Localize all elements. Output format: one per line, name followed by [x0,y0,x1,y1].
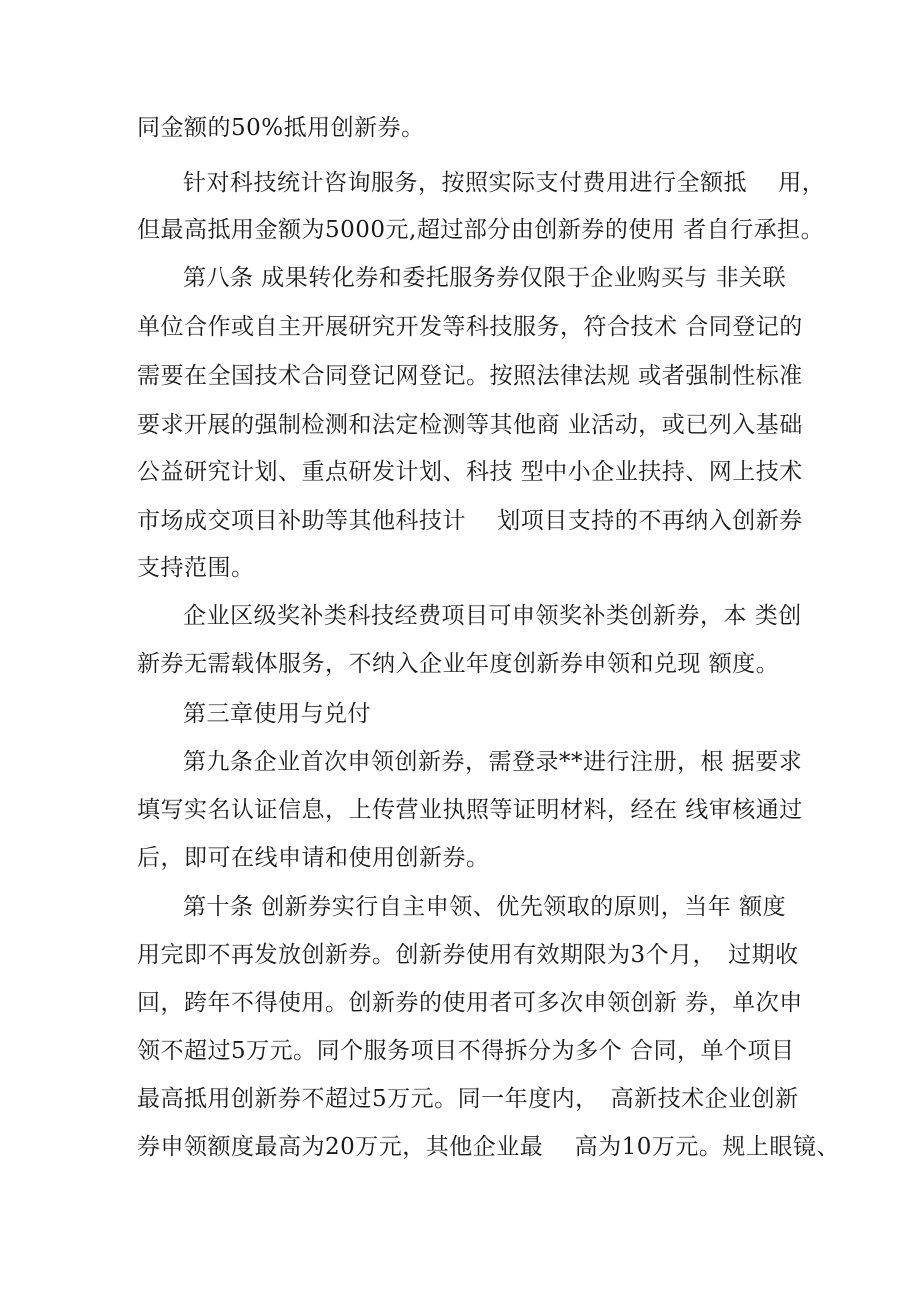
text-line: 最高抵用创新券不超过5万元。同一年度内， 高新技术企业创新 [137,1086,799,1112]
text-line: 但最高抵用金额为5000元,超过部分由创新券的使用 者自行承担。 [137,217,825,243]
text-line: 填写实名认证信息，上传营业执照等证明材料，经在 线审核通过 [137,797,803,823]
text-line: 第九条企业首次申领创新券，需登录**进行注册，根 据要求 [183,749,803,775]
text-line: 单位合作或自主开展研究开发等科技服务，符合技术 合同登记的 [137,314,803,340]
text-line: 公益研究计划、重点研发计划、科技 型中小企业扶持、网上技术 [137,459,803,485]
text-line: 市场成交项目补助等其他科技计 划项目支持的不再纳入创新券 [137,508,803,534]
text-line: 第十条 创新券实行自主申领、优先领取的原则，当年 额度 [183,894,787,920]
text-line: 针对科技统计咨询服务，按照实际支付费用进行全额抵 用， [183,170,826,196]
section-heading: 第三章使用与兑付 [183,701,371,727]
text-line: 券申领额度最高为20万元，其他企业最 高为10万元。规上眼镜、 [137,1134,840,1160]
text-line: 需要在全国技术合同登记网登记。按照法律法规 或者强制性标准 [137,363,803,389]
text-line: 回，跨年不得使用。创新券的使用者可多次申领创新 券，单次申 [137,990,803,1016]
text-line: 同金额的50%抵用创新券。 [137,115,425,141]
text-line: 后，即可在线申请和使用创新券。 [137,845,490,871]
text-line: 企业区级奖补类科技经费项目可申领奖补类创新券，本 类创 [183,603,802,629]
text-line: 用完即不再发放创新券。创新券使用有效期限为3个月， 过期收 [137,942,799,968]
text-line: 支持范围。 [137,555,255,581]
text-line: 要求开展的强制检测和法定检测等其他商 业活动，或已列入基础 [137,412,803,438]
text-line: 领不超过5万元。同个服务项目不得拆分为多个 合同，单个项目 [137,1038,795,1064]
text-line: 新券无需载体服务，不纳入企业年度创新券申领和兑现 额度。 [137,651,780,677]
text-line: 第八条 成果转化券和委托服务券仅限于企业购买与 非关联 [183,265,787,291]
